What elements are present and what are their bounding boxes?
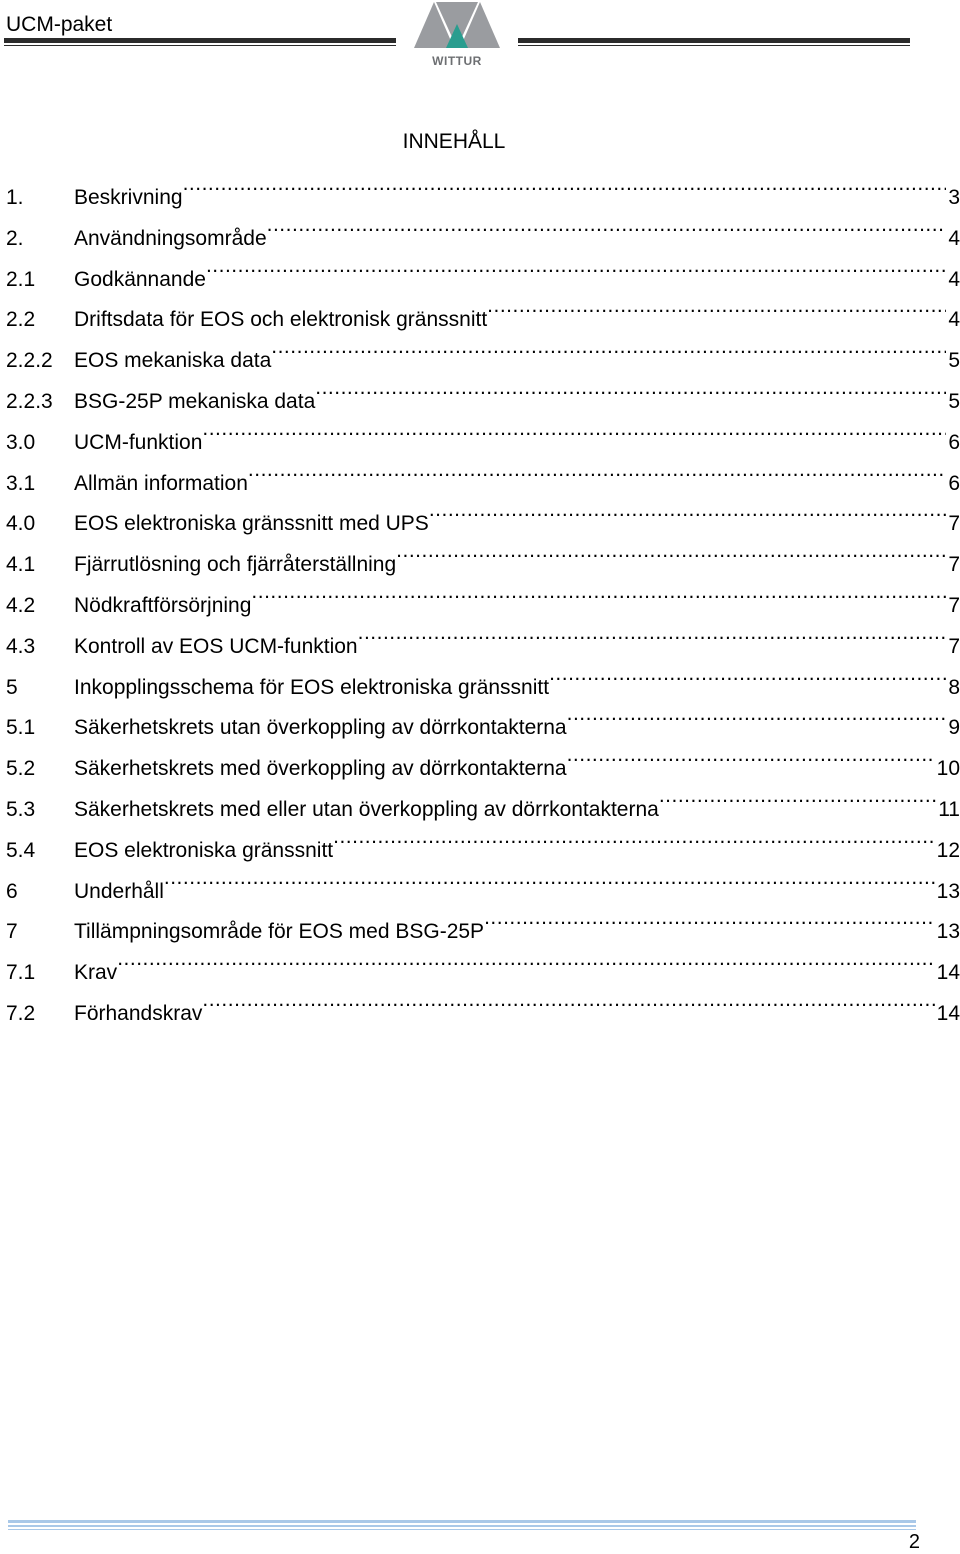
toc-dot-leader bbox=[396, 531, 946, 571]
toc-entry-title: Kontroll av EOS UCM-funktion bbox=[74, 634, 358, 658]
toc-entry-title: Säkerhetskrets med eller utan överkoppling av dörrkontakterna bbox=[74, 797, 659, 821]
toc-heading: INNEHÅLL bbox=[402, 130, 506, 153]
toc-entry-number: 3.1 bbox=[6, 471, 36, 495]
toc-entry[interactable] bbox=[6, 164, 960, 209]
toc-entry-title: EOS elektroniska gränssnitt bbox=[74, 838, 334, 862]
toc-dot-leader bbox=[164, 858, 935, 898]
wittur-logo bbox=[412, 0, 502, 72]
toc-entry-page: 6 bbox=[948, 430, 960, 454]
toc-entry-page: 5 bbox=[948, 349, 960, 373]
toc-entry-number: 1. bbox=[6, 186, 24, 209]
toc-entry-number: 7.1 bbox=[6, 961, 36, 985]
toc-entry-page: 5 bbox=[948, 389, 960, 413]
toc-entry-page: 4 bbox=[948, 308, 960, 332]
toc-entry-title: Godkännande bbox=[74, 267, 206, 291]
toc-dot-leader bbox=[206, 246, 946, 286]
toc-entry-number: 3.0 bbox=[6, 430, 36, 454]
toc-entry-title: Tillämpningsområde för EOS med BSG-25P bbox=[74, 920, 485, 944]
toc-entry-page: 14 bbox=[936, 1001, 960, 1025]
toc-entry-number: 4.3 bbox=[6, 634, 36, 658]
toc-entry-title: Underhåll bbox=[74, 879, 164, 903]
toc-dot-leader bbox=[202, 980, 934, 1020]
toc-entry-page: 6 bbox=[948, 471, 960, 495]
toc-entry-title: Driftsdata för EOS och elektronisk gränssnitt bbox=[74, 308, 488, 332]
document-title: UCM-paket bbox=[6, 13, 113, 36]
toc-entry-title: Beskrivning bbox=[74, 186, 183, 209]
toc-entry-title: Nödkraftförsörjning bbox=[74, 593, 252, 617]
toc-dot-leader bbox=[315, 368, 946, 408]
toc-dot-leader bbox=[333, 817, 935, 857]
toc-dot-leader bbox=[358, 613, 947, 653]
wittur-logo-mark-icon bbox=[412, 0, 502, 52]
toc-dot-leader bbox=[659, 776, 936, 816]
toc-entry-number: 4.0 bbox=[6, 512, 36, 536]
toc-entry-page: 4 bbox=[948, 226, 960, 250]
toc-entry-title: BSG-25P mekaniska data bbox=[74, 389, 316, 413]
toc-entry-number: 4.1 bbox=[6, 553, 36, 577]
toc-entry-page: 7 bbox=[948, 634, 960, 658]
toc-entry-number: 2. bbox=[6, 226, 24, 250]
toc-entry-page: 10 bbox=[936, 757, 960, 781]
logo-wordmark: WITTUR bbox=[432, 54, 482, 68]
toc-entry[interactable] bbox=[6, 939, 960, 985]
toc-entry-number: 2.2.2 bbox=[6, 349, 53, 373]
toc-dot-leader bbox=[248, 450, 946, 490]
table-of-contents bbox=[6, 164, 960, 1025]
toc-entry-page: 13 bbox=[936, 879, 960, 903]
header-rule-right bbox=[518, 38, 910, 47]
toc-entry-number: 7 bbox=[6, 920, 18, 944]
toc-entry-title: Krav bbox=[74, 961, 118, 985]
toc-entry-page: 11 bbox=[938, 797, 960, 821]
toc-entry[interactable] bbox=[6, 980, 960, 1025]
toc-entry-title: Säkerhetskrets med överkoppling av dörrkontakterna bbox=[74, 757, 567, 781]
toc-dot-leader bbox=[429, 490, 946, 530]
page-number: 2 bbox=[908, 1531, 920, 1553]
toc-dot-leader bbox=[567, 735, 935, 775]
toc-entry-title: EOS mekaniska data bbox=[74, 349, 272, 373]
toc-entry-title: Fjärrutlösning och fjärråterställning bbox=[74, 553, 397, 577]
toc-dot-leader bbox=[549, 654, 946, 694]
toc-entry-number: 5.4 bbox=[6, 838, 36, 862]
toc-entry-number: 2.2.3 bbox=[6, 389, 53, 413]
toc-entry-title: UCM-funktion bbox=[74, 430, 203, 454]
toc-entry-number: 7.2 bbox=[6, 1001, 36, 1025]
toc-entry-page: 14 bbox=[936, 961, 960, 985]
toc-entry-page: 4 bbox=[948, 267, 960, 291]
header-rule-left bbox=[4, 38, 396, 47]
toc-entry-page: 7 bbox=[948, 593, 960, 617]
toc-entry-page: 7 bbox=[948, 553, 960, 577]
toc-entry-number: 6 bbox=[6, 879, 18, 903]
toc-entry-number: 4.2 bbox=[6, 593, 36, 617]
toc-dot-leader bbox=[117, 939, 934, 979]
toc-entry-title: Allmän information bbox=[74, 471, 248, 495]
toc-dot-leader bbox=[267, 205, 947, 245]
toc-entry-number: 5.1 bbox=[6, 716, 36, 740]
toc-entry-title: EOS elektroniska gränssnitt med UPS bbox=[74, 512, 429, 536]
toc-entry-page: 9 bbox=[948, 716, 960, 740]
toc-entry-number: 5.2 bbox=[6, 757, 36, 781]
toc-entry-title: Användningsområde bbox=[74, 226, 267, 250]
toc-entry-page: 13 bbox=[936, 920, 960, 944]
toc-dot-leader bbox=[183, 164, 947, 204]
toc-entry-number: 2.2 bbox=[6, 308, 36, 332]
toc-entry-page: 7 bbox=[948, 512, 960, 536]
toc-dot-leader bbox=[202, 409, 946, 449]
toc-dot-leader bbox=[567, 694, 947, 734]
toc-entry-title: Säkerhetskrets utan överkoppling av dörrkontakterna bbox=[74, 716, 567, 740]
toc-entry-page: 3 bbox=[948, 186, 960, 209]
toc-entry-title: Förhandskrav bbox=[74, 1001, 203, 1025]
footer-rule bbox=[8, 1520, 916, 1530]
toc-entry-title: Inkopplingsschema för EOS elektroniska gränssnitt bbox=[74, 675, 550, 699]
toc-entry-number: 2.1 bbox=[6, 267, 36, 291]
toc-entry-number: 5.3 bbox=[6, 797, 36, 821]
page-header bbox=[0, 0, 960, 80]
toc-entry-number: 5 bbox=[6, 675, 18, 699]
toc-dot-leader bbox=[487, 286, 946, 326]
toc-dot-leader bbox=[271, 327, 946, 367]
toc-entry-page: 12 bbox=[936, 838, 960, 862]
toc-dot-leader bbox=[251, 572, 946, 612]
toc-dot-leader bbox=[484, 898, 935, 938]
toc-entry-page: 8 bbox=[948, 675, 960, 699]
